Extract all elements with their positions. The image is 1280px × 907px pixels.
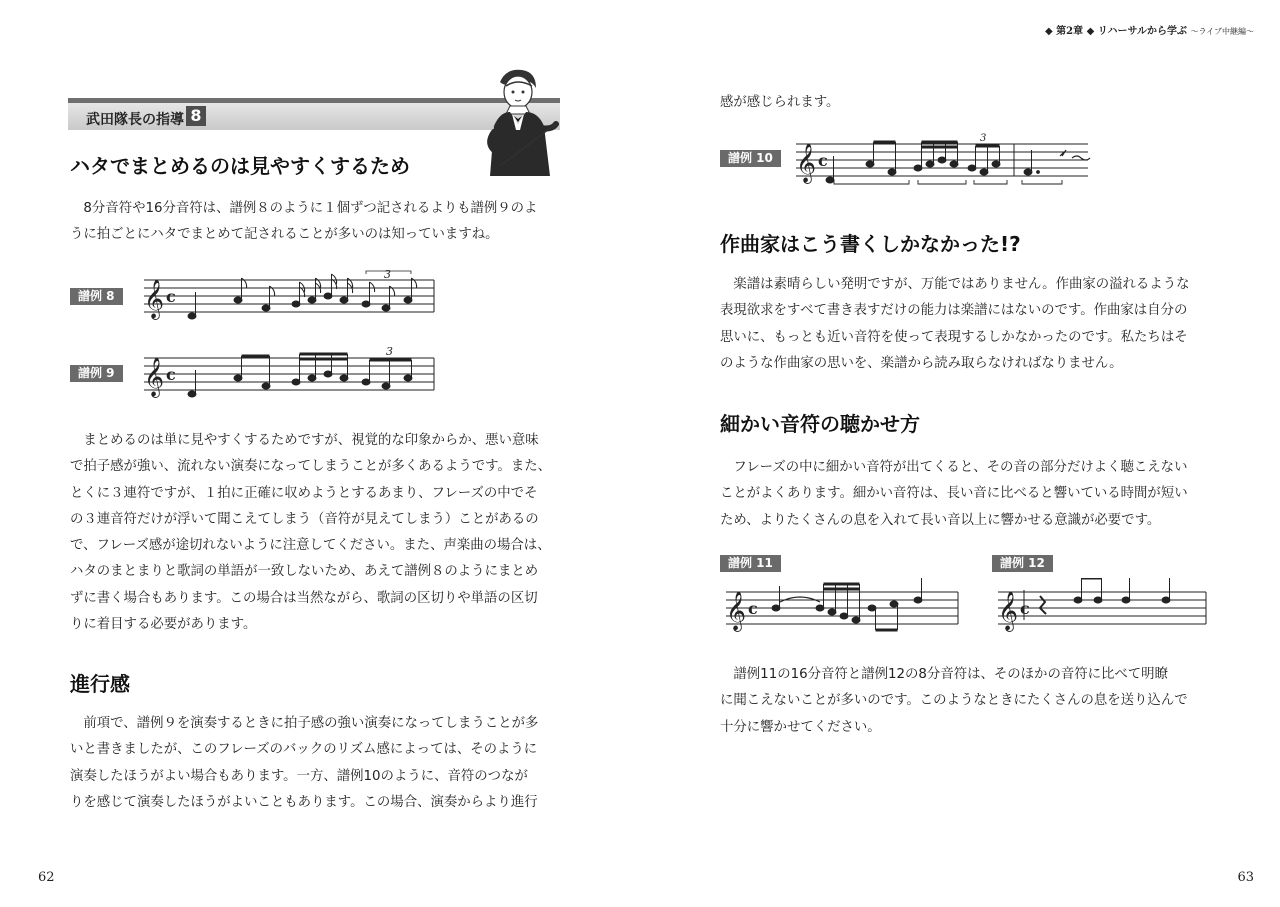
running-head-sub: ～ライブ中継編～ (1190, 27, 1254, 36)
svg-text:c: c (818, 151, 828, 170)
lesson-label: 武田隊長の指導 (86, 112, 184, 128)
conductor-illustration (470, 66, 562, 176)
example-9-staff (140, 344, 440, 404)
text-line: 十分に響かせてください。 (720, 719, 881, 735)
paragraph-continued (720, 90, 1220, 116)
text-line: ため、よりたくさんの息を入れて長い音以上に響かせる意識が必要です。 (720, 512, 1161, 528)
example-9-label: 譜例 9 (70, 365, 123, 382)
heading-composer: 作曲家はこう書くしかなかった!? (720, 232, 1021, 256)
tuplet-number: 3 (980, 133, 987, 144)
running-head (1045, 22, 1254, 37)
heading-fine-notes: 細かい音符の聴かせ方 (720, 412, 920, 436)
text-line: 感が感じられます。 (720, 95, 840, 110)
tuplet-number: 3 (384, 268, 391, 281)
text-line: うに拍ごとにハタでまとめて記されることが多いのは知っていますね。 (70, 227, 499, 243)
heading-hata: ハタでまとめるのは見やすくするため (70, 154, 410, 178)
svg-text:𝄞: 𝄞 (144, 279, 165, 319)
paragraph-intro (70, 196, 570, 249)
svg-text:c: c (166, 287, 176, 306)
tuplet-number: 3 (386, 345, 393, 358)
svg-text:c: c (1020, 599, 1030, 618)
text-line: ずに書く場合もあります。この場合は当然ながら、歌詞の区切りや単語の区切 (70, 590, 538, 606)
text-line: 演奏したほうがよい場合もあります。一方、譜例10のように、音符のつなが (70, 768, 528, 784)
example-11-label: 譜例 11 (720, 555, 781, 572)
text-line: の３連音符だけが浮いて聞こえてしまう（音符が見えてしまう）ことがあるの (70, 511, 539, 527)
text-line: 譜例11の16分音符と譜例12の8分音符は、そのほかの音符に比べて明瞭 (720, 667, 1168, 682)
text-line: 思いに、もっとも近い音符を使って表現するしかなかったのです。私たちはそ (720, 329, 1188, 345)
page-number-left: 62 (38, 870, 55, 885)
lesson-number: 8 (186, 106, 206, 126)
text-line: 前項で、譜例９を演奏するときに拍子感の強い演奏になってしまうことが多 (70, 716, 539, 731)
heading-progression: 進行感 (70, 672, 130, 696)
svg-text:c: c (748, 599, 758, 618)
text-line: まとめるのは単に見やすくするためですが、視覚的な印象からか、悪い意味 (70, 433, 539, 448)
text-line: いと書きましたが、このフレーズのバックのリズム感によっては、そのように (70, 742, 538, 758)
text-line: で、フレーズ感が途切れないように注意してください。また、声楽曲の場合は、 (70, 538, 551, 554)
example-12-label: 譜例 12 (992, 555, 1053, 572)
example-8-staff (140, 266, 440, 326)
text-line: で拍子感が強い、流れない演奏になってしまうことが多くあるようです。また、 (70, 459, 551, 475)
svg-text:𝄞: 𝄞 (998, 591, 1019, 631)
text-line: フレーズの中に細かい音符が出てくると、その音の部分だけよく聴こえない (720, 460, 1188, 475)
page-number-right: 63 (1237, 870, 1254, 885)
svg-text:𝄞: 𝄞 (144, 357, 165, 397)
example-12-staff (994, 578, 1210, 636)
running-head-text: ◆ 第2章 ◆ リハーサルから学ぶ (1045, 26, 1187, 37)
example-11-staff (722, 578, 962, 636)
right-page (640, 0, 1280, 907)
text-line: りに着目する必要があります。 (70, 617, 257, 633)
text-line: ハタのまとまりと歌詞の単語が一致しないため、あえて譜例８のようにまとめ (70, 564, 539, 580)
paragraph-examples-11-12 (720, 662, 1220, 741)
text-line: 楽譜は素晴らしい発明ですが、万能ではありません。作曲家の溢れるような (720, 277, 1190, 292)
paragraph-composer (720, 272, 1220, 377)
paragraph-fine-notes (720, 455, 1220, 534)
text-line: 表現欲求をすべて書き表すだけの能力は楽譜にはないのです。作曲家は自分の (720, 303, 1188, 319)
text-line: ことがよくあります。細かい音符は、長い音に比べると響いている時間が短い (720, 486, 1188, 502)
svg-text:𝄞: 𝄞 (726, 591, 747, 631)
text-line: りを感じて演奏したほうがよいこともあります。この場合、演奏からより進行 (70, 794, 538, 810)
example-8-label: 譜例 8 (70, 288, 123, 305)
svg-text:𝄞: 𝄞 (796, 143, 817, 183)
paragraph-grouping (70, 428, 570, 638)
example-10-label: 譜例 10 (720, 150, 781, 167)
text-line: に聞こえないことが多いのです。このようなときにたくさんの息を送り込んで (720, 693, 1188, 709)
text-line: 8分音符や16分音符は、譜例８のように１個ずつ記されるよりも譜例９のよ (70, 201, 538, 216)
svg-text:c: c (166, 365, 176, 384)
text-line: とくに３連符ですが、１拍に正確に収めようとするあまり、フレーズの中でそ (70, 485, 538, 501)
example-10-staff (792, 130, 1092, 190)
text-line: のような作曲家の思いを、楽譜から読み取らなければなりません。 (720, 355, 1123, 371)
paragraph-progression (70, 711, 570, 816)
